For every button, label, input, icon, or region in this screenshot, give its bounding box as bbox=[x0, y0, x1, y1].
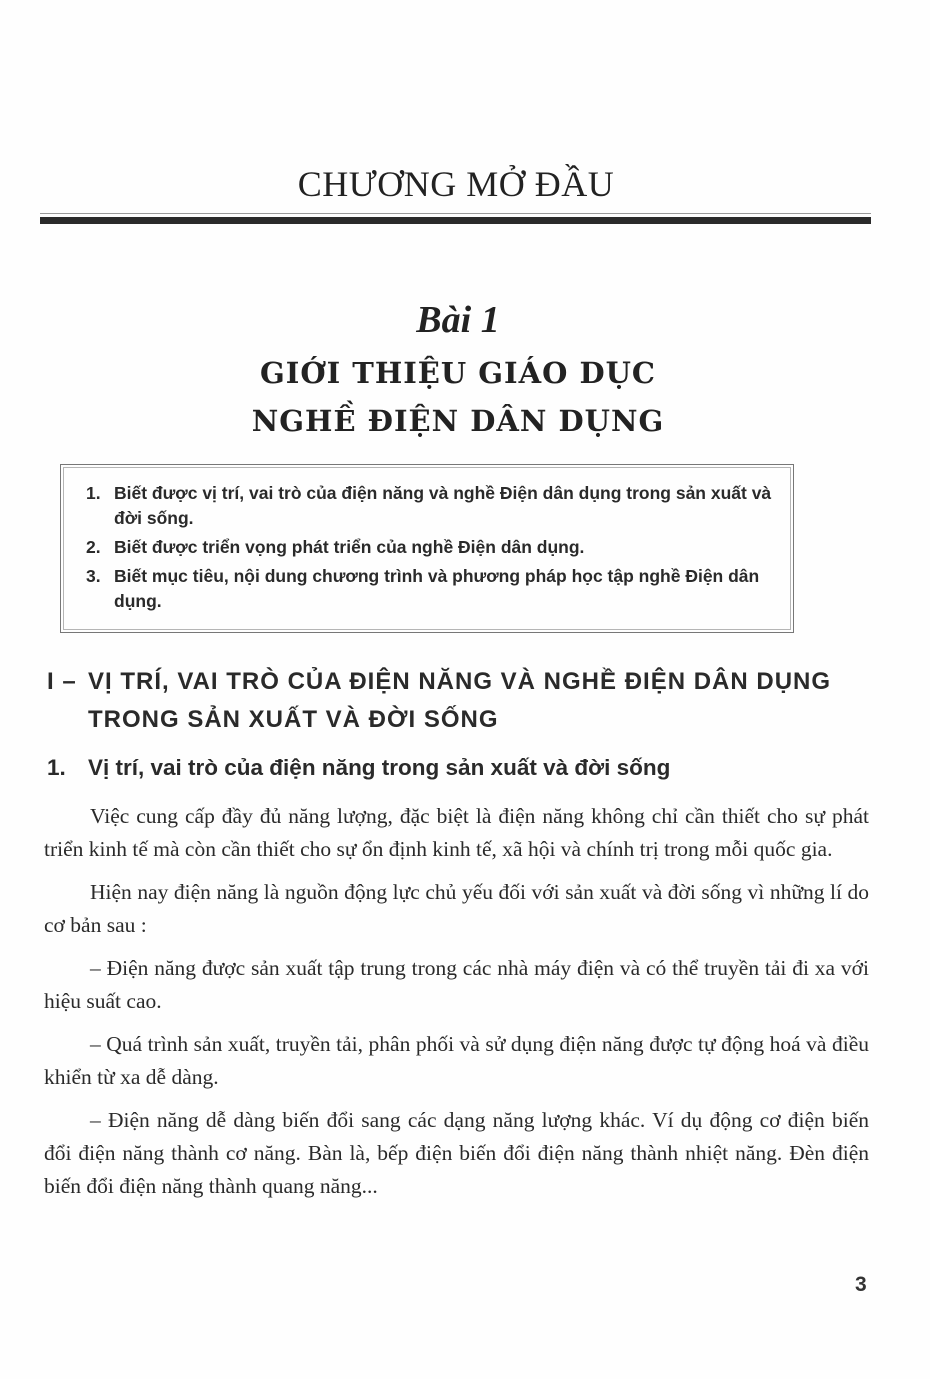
paragraph: – Điện năng được sản xuất tập trung trong các nhà máy điện và có thể truyền tải đi xa với hiệu suất cao. bbox=[44, 956, 869, 1013]
objective-item bbox=[86, 481, 776, 531]
chapter-title: CHƯƠNG MỞ ĐẦU bbox=[297, 164, 615, 204]
objective-item bbox=[86, 564, 776, 614]
section-number: I – bbox=[47, 668, 77, 695]
objective-text: Biết mục tiêu, nội dung chương trình và phương pháp học tập nghề Điện dân dụng. bbox=[114, 566, 760, 611]
objectives-list bbox=[86, 481, 776, 618]
objective-text: Biết được vị trí, vai trò của điện năng và nghề Điện dân dụng trong sản xuất và đời sống. bbox=[114, 483, 772, 528]
subsection-number: 1. bbox=[47, 755, 66, 780]
paragraph: – Quá trình sản xuất, truyền tải, phân phối và sử dụng điện năng được tự động hoá và điều khiển từ xa dễ dàng. bbox=[44, 1032, 869, 1089]
subsection-title: Vị trí, vai trò của điện năng trong sản xuất và đời sống bbox=[88, 755, 671, 780]
objective-number: 1. bbox=[86, 483, 101, 503]
objective-number: 2. bbox=[86, 537, 101, 557]
page-number: 3 bbox=[855, 1273, 867, 1296]
chapter-divider bbox=[40, 217, 871, 224]
section-heading bbox=[47, 663, 877, 739]
lesson-title-line-1: GIỚI THIỆU GIÁO DỤC bbox=[260, 356, 656, 390]
paragraph: – Điện năng dễ dàng biến đổi sang các dạng năng lượng khác. Ví dụ động cơ điện biến đổi điện năng thành cơ năng. Bàn là, bếp điện biến đổi điện năng thành nhiệt năng. Đèn điện biến đổi điện năng thành quang năng... bbox=[44, 1108, 869, 1198]
objective-number: 3. bbox=[86, 566, 101, 586]
section-title: VỊ TRÍ, VAI TRÒ CỦA ĐIỆN NĂNG VÀ NGHỀ ĐIỆN DÂN DỤNG TRONG SẢN XUẤT VÀ ĐỜI SỐNG bbox=[88, 668, 832, 733]
objective-text: Biết được triển vọng phát triển của nghề Điện dân dụng. bbox=[114, 537, 585, 557]
paragraph: Việc cung cấp đầy đủ năng lượng, đặc biệt là điện năng không chỉ cần thiết cho sự phát triển kinh tế mà còn cần thiết cho sự ổn định kinh tế, xã hội và chính trị trong mỗi quốc gia. bbox=[44, 804, 869, 861]
body-text bbox=[44, 800, 869, 1213]
chapter-divider-thin bbox=[40, 213, 871, 214]
subsection-heading bbox=[47, 755, 877, 781]
lesson-label: Bài 1 bbox=[416, 299, 500, 341]
lesson-title-line-2: NGHỀ ĐIỆN DÂN DỤNG bbox=[251, 404, 665, 438]
paragraph: Hiện nay điện năng là nguồn động lực chủ yếu đối với sản xuất và đời sống vì những lí do cơ bản sau : bbox=[44, 880, 869, 937]
objective-item bbox=[86, 535, 776, 560]
